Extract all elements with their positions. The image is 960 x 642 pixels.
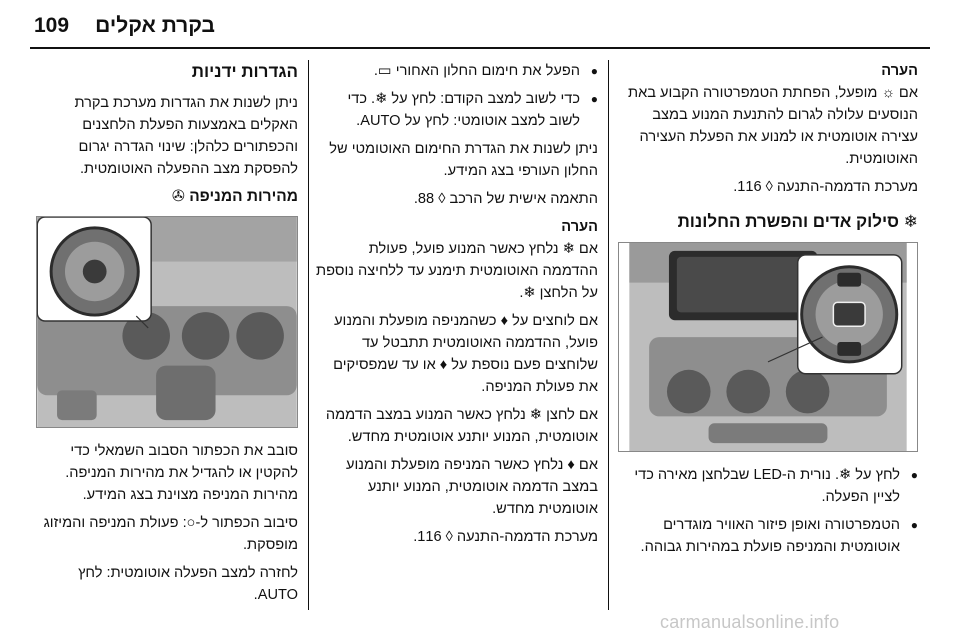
note-reference: מערכת הדממה-התנעה ◊ 116. xyxy=(413,529,598,545)
intro-paragraph: ניתן לשנות את הגדרות מערכת בקרת האקלים באמצעות הפעלת הלחצנים והכפתורים כלהלן: שינוי הגדרה יגרום להפסקת מצב ההפעלה האוטומטית. xyxy=(74,95,298,177)
paragraph: לחזרה למצב הפעלה אוטומטית: לחץ AUTO. xyxy=(78,565,298,603)
column-middle xyxy=(316,60,598,554)
section-heading xyxy=(618,210,918,234)
page-header xyxy=(0,0,960,46)
note-item: אם ❄ נלחץ כאשר המנוע פועל, פעולת ההדממה האוטומטית תימנע עד ללחיצה נוספת על הלחצן ❄. xyxy=(316,241,598,301)
note-text: אם ☼ מופעל, הפחתת הטמפרטורה הקבוע באת הנוסעים עלולה לגרום להתנעת המנוע במצב עצירה אוטומטית או למנוע את הפעלת העצירה האוטומטית. xyxy=(628,85,918,167)
column-divider xyxy=(308,60,309,610)
column-divider xyxy=(608,60,609,610)
paragraph: ניתן לשנות את הגדרת החימום האוטומטי של החלון העורפי בצג המידע. xyxy=(329,141,598,179)
bullet-item: ● הפעל את חימום החלון האחורי ▭. xyxy=(316,60,598,82)
running-title: בקרת אקלים xyxy=(95,14,215,37)
note-item: אם לוחצים על ♦ כשהמניפה מופעלת והמנוע פועל, ההדממה האוטומטית תתבטל עד שלוחצים פעם נוספת על ♦ או עד שמפסיקים את פעולת המניפה. xyxy=(333,313,598,395)
paragraph-reference: התאמה אישית של הרכב ◊ 88. xyxy=(413,191,598,207)
subsection-title: מהירות המניפה xyxy=(189,188,298,205)
defrost-icon: ❄ xyxy=(903,212,918,231)
subsection-heading xyxy=(36,186,298,208)
dashboard-photo-fan xyxy=(36,216,298,428)
bullet-item: ● לחץ על ❄. נורית ה-LED שבלחצן מאירה כדי לציין הפעלה. xyxy=(618,464,918,508)
paragraph: סיבוב הכפתור ל-○: פעולת המניפה והמיזוג מופסקת. xyxy=(43,515,298,553)
section-title: הגדרות ידניות xyxy=(191,62,298,81)
column-left xyxy=(36,60,298,612)
note-item: אם לחצן ❄ נלחץ כאשר המנוע במצב הדממה אוטומטית, המנוע יותנע אוטומטית מחדש. xyxy=(325,407,598,445)
watermark: carmanualsonline.info xyxy=(660,612,840,632)
bullet-item: ● כדי לשוב למצב הקודם: לחץ על ❄. כדי לשוב למצב אוטומטי: לחץ על AUTO. xyxy=(316,88,598,132)
note-title: הערה xyxy=(561,219,598,235)
note-reference: מערכת הדממה-התנעה ◊ 116. xyxy=(733,179,918,195)
dashboard-photo-defrost xyxy=(618,242,918,452)
fan-icon: ✇ xyxy=(171,188,185,205)
column-right xyxy=(618,60,918,564)
note-title: הערה xyxy=(881,63,918,79)
section-title: סילוק אדים והפשרת החלונות xyxy=(677,212,900,231)
note-item: אם ♦ נלחץ כאשר המניפה מופעלת והמנוע במצב הדממה אוטומטית, המנוע יותנע אוטומטית מחדש. xyxy=(346,457,598,517)
bullet-item: ● הטמפרטורה ואופן פיזור האוויר מוגדרים אוטומטית והמניפה פועלת במהירות גבוהה. xyxy=(618,514,918,558)
paragraph: סובב את הכפתור הסבוב השמאלי כדי להקטין או להגדיל את מהירות המניפה. מהירות המניפה מצוינת בצג המידע. xyxy=(65,443,298,503)
header-rule xyxy=(30,47,930,49)
page-number: 109 xyxy=(34,14,70,37)
